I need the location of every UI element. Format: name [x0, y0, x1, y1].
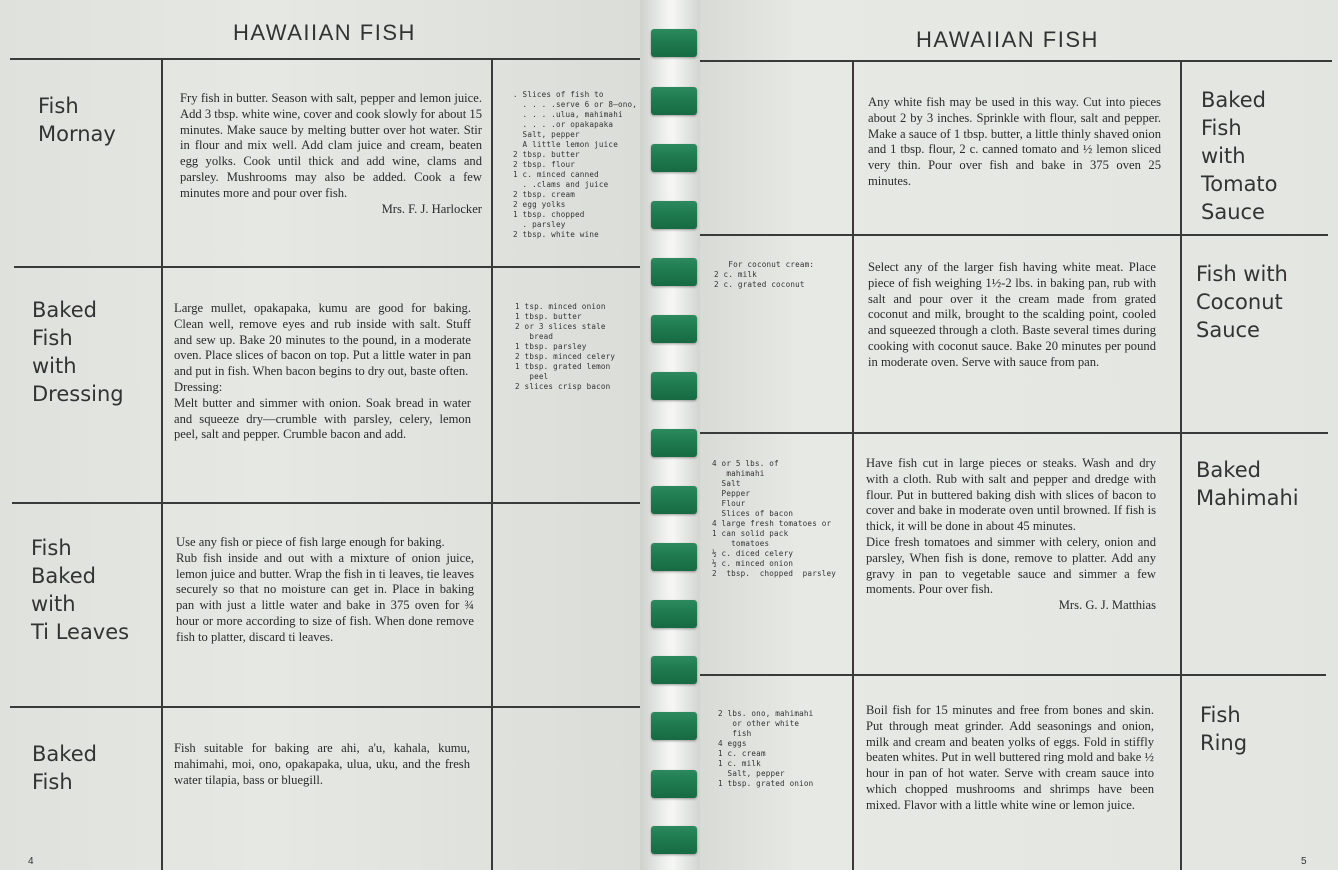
column-divider [491, 58, 493, 870]
recipe-title: Fish Baked with Ti Leaves [31, 536, 130, 644]
ingredient-list: For coconut cream: 2 c. milk 2 c. grated coconut [714, 260, 815, 289]
recipe-title: Fish with Coconut Sauce [1196, 262, 1288, 342]
page-header-right: HAWAIIAN FISH [916, 27, 1099, 52]
binding-ring [651, 826, 697, 854]
recipe-signature: Mrs. G. J. Matthias [1058, 598, 1156, 613]
left-page [0, 0, 668, 870]
ingredient-list: 2 lbs. ono, mahimahi or other white fish 4 eggs 1 c. cream 1 c. milk Salt, pepper 1 tbsp. grated onion [718, 709, 814, 788]
recipe-title: Fish Mornay [38, 94, 116, 146]
divider [12, 502, 640, 504]
right-page [668, 0, 1338, 870]
binding-ring [651, 770, 697, 798]
recipe-text: Large mullet, opakapaka, kumu are good for baking. Clean well, remove eyes and rub inside with salt. Stuff and sew up. Bake 20 minutes to the pound, in a moderate oven. Place slices of bacon on top. Put a little water in pan and put in fish. When bacon begins to dry out, baste often. Dressing: Melt butter and simmer with onion. Soak bread in water and squeeze dry—crumble with parsley, celery, lemon peel, salt and pepper. Crumble bacon and add. [174, 301, 471, 442]
binding-ring [651, 429, 697, 457]
recipe-text: Select any of the larger fish having white meat. Place piece of fish weighing 1½-2 lbs. in baking pan, rub with salt and pour over it the cream made from grated coconut and milk, brought to the scalding point, cooled and squeezed through a cloth. Baste several times during cooking with coconut sauce. Bake 20 minutes per pound in moderate oven. Serve with sauce from pan. [868, 260, 1156, 369]
page-header-left: HAWAIIAN FISH [233, 20, 416, 45]
binding-ring [651, 543, 697, 571]
divider [668, 60, 1332, 62]
column-divider [1180, 60, 1182, 870]
recipe-text: Boil fish for 15 minutes and free from bones and skin. Put through meat grinder. Add seasonings and onion, milk and cream and beaten yolks of eggs. Fold in stiffly beaten whites. Put in well buttered ring mold and bake ½ hour in pan of hot water. Serve with cream sauce into which chopped mushrooms and shrimps have been mixed. Flavor with a little white wine or lemon juice. [866, 703, 1154, 812]
divider [698, 432, 1328, 434]
binding-ring [651, 712, 697, 740]
binding-ring [651, 144, 697, 172]
binding-ring [651, 600, 697, 628]
binding-ring [651, 656, 697, 684]
recipe-title: Baked Fish with Dressing [32, 298, 124, 406]
ingredient-list: 4 or 5 lbs. of mahimahi Salt Pepper Flour Slices of bacon 4 large fresh tomatoes or 1 can solid pack tomatoes ½ c. diced celery ½ c. minced onion 2 tbsp. chopped parsley [712, 459, 837, 578]
page-number: 4 [28, 856, 34, 867]
ingredient-list: 1 tsp. minced onion 1 tbsp. butter 2 or 3 slices stale bread 1 tbsp. parsley 2 tbsp. minced celery 1 tbsp. grated lemon peel 2 slices crisp bacon [515, 302, 616, 391]
binding-ring [651, 486, 697, 514]
recipe-signature: Mrs. F. J. Harlocker [381, 201, 482, 216]
recipe-title: Baked Mahimahi [1196, 458, 1299, 510]
recipe-title: Fish Ring [1200, 703, 1248, 755]
page-number: 5 [1301, 856, 1307, 867]
recipe-text: Use any fish or piece of fish large enough for baking. Rub fish inside and out with a mixture of onion juice, lemon juice and butter. Wrap the fish in ti leaves, tie leaves securely so that no moisture can get in. Place in baking pan with just a little water and bake in 375 oven for ¾ hour or more according to size of fish. When done remove fish to platter, discard ti leaves. [176, 535, 474, 644]
divider [10, 706, 640, 708]
divider [698, 674, 1326, 676]
divider [10, 58, 640, 60]
recipe-text: Any white fish may be used in this way. Cut into pieces about 2 by 3 inches. Sprinkle with flour, salt and pepper. Make a sauce of 1 tbsp. butter, a little thinly shaved onion and 1 tbsp. flour, 2 c. canned tomato and ½ lemon sliced very thin. Pour over fish and bake in 375 oven 25 minutes. [868, 95, 1161, 188]
binding-ring [651, 372, 697, 400]
recipe-text: Fry fish in butter. Season with salt, pepper and lemon juice. Add 3 tbsp. white wine, cover and cook slowly for about 15 minutes. Make sauce by melting butter over hot water. Stir in flour and mix well. Add clam juice and cream, beaten egg yolks. Cook until thick and add wine, clams and parsley. Mushrooms may also be added. Cook a few minutes more and pour over fish. Mrs. F. J. Harlocker [180, 91, 482, 216]
column-divider [161, 58, 163, 870]
recipe-title: Baked Fish with Tomato Sauce [1201, 88, 1278, 224]
column-divider [852, 60, 854, 870]
divider [14, 266, 640, 268]
binding-ring [651, 258, 697, 286]
binding-ring [651, 201, 697, 229]
recipe-title: Baked Fish [32, 742, 97, 794]
divider [698, 234, 1328, 236]
binding-ring [651, 87, 697, 115]
binding-ring [651, 315, 697, 343]
binding-ring [651, 29, 697, 57]
recipe-text: Have fish cut in large pieces or steaks. Wash and dry with a cloth. Rub with salt and pepper and dredge with flour. Put in buttered baking dish with slices of bacon to cover and bake in moderate oven until browned. If fish is thick, it will be done in about 45 minutes. Dice fresh tomatoes and simmer with celery, onion and parsley, When fish is done, remove to platter. Add any gravy in pan to vegetable sauce and simmer a few moments. Pour over fish. Mrs. G. J. Matthias [866, 456, 1156, 613]
ingredient-list: . Slices of fish to . . . .serve 6 or 8—ono, . . . .ulua, mahimahi . . . .or opakapaka Salt, pepper A little lemon juice 2 tbsp. butter 2 tbsp. flour 1 c. minced canned . .clams and juice 2 tbsp. cream 2 egg yolks 1 tbsp. chopped . parsley 2 tbsp. white wine [513, 90, 638, 239]
recipe-text: Fish suitable for baking are ahi, a'u, kahala, kumu, mahimahi, moi, ono, opakapaka, ulua, uku, and the fresh water tilapia, bass or bluegill. [174, 741, 470, 787]
